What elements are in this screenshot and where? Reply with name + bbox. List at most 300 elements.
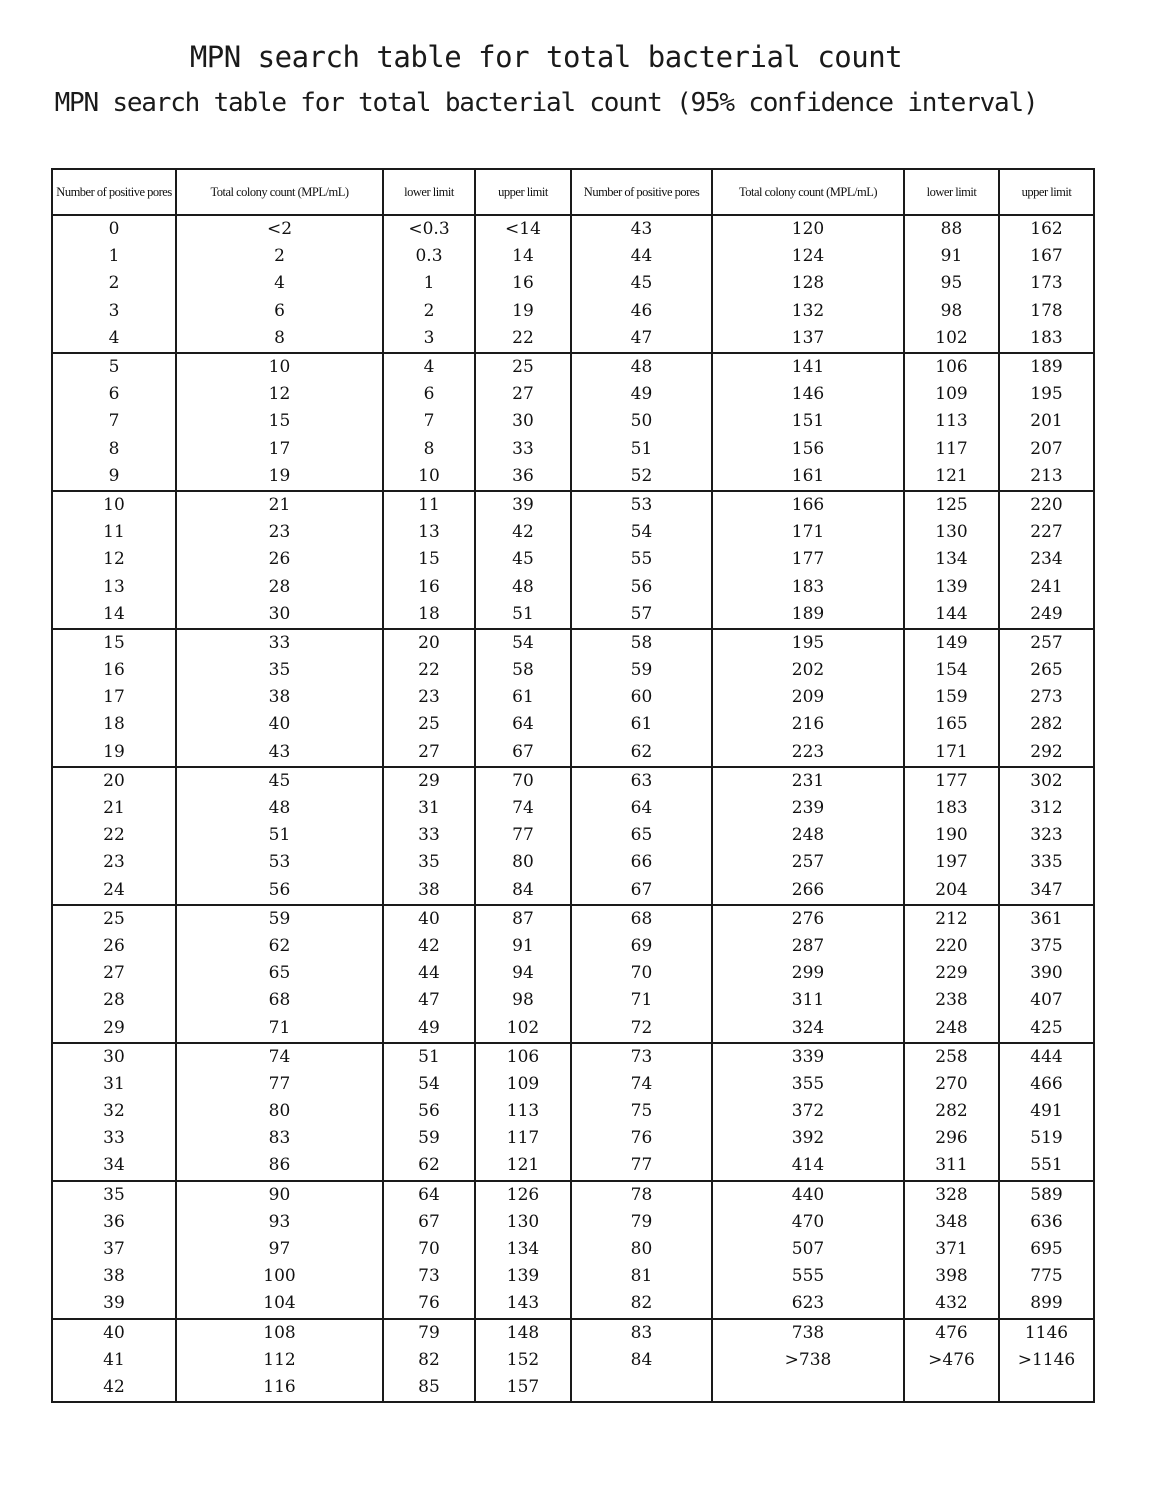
table-cell: 425 [999,1014,1094,1042]
table-cell: 56 [176,877,383,905]
table-row [52,1374,1094,1402]
table-cell: 177 [712,546,904,573]
table-cell: 59 [176,905,383,933]
table-cell: 19 [52,739,176,767]
table-cell: 9 [52,463,176,491]
table-cell: 738 [712,1319,904,1347]
table-cell: 132 [712,298,904,325]
table-cell: 257 [999,629,1094,657]
table-cell: 50 [571,408,712,435]
table-cell: 292 [999,739,1094,767]
table-cell: 43 [571,215,712,243]
table-row [52,1125,1094,1152]
table-cell: 35 [383,849,475,876]
table-cell: 143 [475,1290,571,1318]
table-cell: 229 [904,960,999,987]
table-cell: 48 [571,353,712,381]
table-cell: 28 [52,987,176,1014]
table-row [52,767,1094,795]
table-row [52,711,1094,738]
table-cell: >738 [712,1347,904,1374]
table-cell: 79 [383,1319,475,1347]
table-cell: 178 [999,298,1094,325]
table-cell: 68 [176,987,383,1014]
table-cell: 45 [571,270,712,297]
table-cell: 94 [475,960,571,987]
table-cell: 10 [383,463,475,491]
table-cell: 37 [52,1236,176,1263]
table-cell: 124 [712,243,904,270]
table-cell: 82 [383,1347,475,1374]
table-row [52,987,1094,1014]
header-lower-limit-left: lower limit [383,169,475,215]
table-cell: 220 [904,933,999,960]
table-cell: 26 [52,933,176,960]
table-cell: 83 [176,1125,383,1152]
table-row [52,436,1094,463]
table-cell [571,1374,712,1402]
table-cell: <2 [176,215,383,243]
table-cell: 18 [52,711,176,738]
table-cell: 10 [176,353,383,381]
table-cell: 623 [712,1290,904,1318]
table-cell: 11 [52,519,176,546]
table-cell: 86 [176,1152,383,1180]
table-row [52,1263,1094,1290]
table-cell: 223 [712,739,904,767]
table-cell: 97 [176,1236,383,1263]
table-cell: 311 [904,1152,999,1180]
table-cell: 22 [52,822,176,849]
table-cell: 0.3 [383,243,475,270]
table-cell: 12 [176,381,383,408]
table-cell: 62 [176,933,383,960]
header-upper-limit-right: upper limit [999,169,1094,215]
table-cell: 121 [475,1152,571,1180]
table-cell: 40 [176,711,383,738]
table-row [52,519,1094,546]
table-cell: 84 [571,1347,712,1374]
table-cell: 209 [712,684,904,711]
table-cell: 106 [475,1043,571,1071]
table-cell: 120 [712,215,904,243]
table-cell: 23 [383,684,475,711]
table-cell: 6 [176,298,383,325]
table-row [52,1152,1094,1180]
table-cell: 1 [52,243,176,270]
table-cell: 80 [475,849,571,876]
table-cell: 361 [999,905,1094,933]
table-cell: 183 [904,795,999,822]
table-row [52,270,1094,297]
table-cell: 31 [52,1071,176,1098]
table-cell: 13 [52,573,176,600]
table-cell: 21 [52,795,176,822]
table-cell: 139 [475,1263,571,1290]
table-cell: 74 [176,1043,383,1071]
table-cell [999,1374,1094,1402]
table-cell: 82 [571,1290,712,1318]
table-cell: 491 [999,1098,1094,1125]
table-cell: 144 [904,601,999,629]
table-cell: 88 [904,215,999,243]
table-cell: 339 [712,1043,904,1071]
table-cell: 70 [383,1236,475,1263]
table-cell: 36 [475,463,571,491]
table-cell: 85 [383,1374,475,1402]
table-cell: 19 [475,298,571,325]
table-cell: 73 [383,1263,475,1290]
table-row [52,601,1094,629]
table-cell: 71 [571,987,712,1014]
table-cell: 29 [52,1014,176,1042]
table-cell: 54 [475,629,571,657]
table-cell: 440 [712,1181,904,1209]
table-cell: 324 [712,1014,904,1042]
table-cell: 241 [999,573,1094,600]
table-cell: 55 [571,546,712,573]
table-row [52,739,1094,767]
table-cell: 74 [475,795,571,822]
table-cell: 25 [383,711,475,738]
table-cell: 74 [571,1071,712,1098]
table-cell: 139 [904,573,999,600]
table-cell: 67 [571,877,712,905]
table-cell: 21 [176,491,383,519]
table-cell: 38 [383,877,475,905]
table-cell: 183 [999,325,1094,353]
table-cell: 117 [904,436,999,463]
table-cell: 23 [52,849,176,876]
table-cell: 61 [475,684,571,711]
table-cell: 551 [999,1152,1094,1180]
table-cell: 62 [383,1152,475,1180]
table-cell: 296 [904,1125,999,1152]
table-cell: 68 [571,905,712,933]
table-cell: 29 [383,767,475,795]
table-cell: 65 [571,822,712,849]
table-cell: 234 [999,546,1094,573]
table-cell: 38 [176,684,383,711]
table-row [52,243,1094,270]
table-cell: 113 [475,1098,571,1125]
table-cell: 128 [712,270,904,297]
table-cell: 173 [999,270,1094,297]
table-cell: 60 [571,684,712,711]
table-cell: 54 [383,1071,475,1098]
table-row [52,1098,1094,1125]
table-cell: 77 [176,1071,383,1098]
table-cell: 90 [176,1181,383,1209]
table-cell: 43 [176,739,383,767]
table-cell: 49 [571,381,712,408]
table-cell: 42 [383,933,475,960]
table-cell: 323 [999,822,1094,849]
table-cell: 67 [383,1209,475,1236]
table-cell: 30 [475,408,571,435]
table-cell: 6 [383,381,475,408]
table-cell: 44 [383,960,475,987]
table-cell: 40 [383,905,475,933]
table-cell: 348 [904,1209,999,1236]
table-cell: 8 [176,325,383,353]
table-cell: 2 [52,270,176,297]
table-cell: 66 [571,849,712,876]
table-cell: 20 [383,629,475,657]
table-cell: 8 [52,436,176,463]
header-upper-limit-left: upper limit [475,169,571,215]
table-cell: 8 [383,436,475,463]
table-cell: 70 [475,767,571,795]
table-cell: 3 [52,298,176,325]
header-positive-pores-right: Number of positive pores [571,169,712,215]
table-cell: 108 [176,1319,383,1347]
table-cell: 91 [904,243,999,270]
table-cell: 57 [571,601,712,629]
table-cell: 207 [999,436,1094,463]
table-row [52,381,1094,408]
table-row [52,1209,1094,1236]
table-cell: 695 [999,1236,1094,1263]
table-cell: 375 [999,933,1094,960]
table-cell: 154 [904,657,999,684]
table-cell: 519 [999,1125,1094,1152]
table-row [52,463,1094,491]
table-cell: 42 [52,1374,176,1402]
table-cell: 12 [52,546,176,573]
table-cell: 231 [712,767,904,795]
table-cell: 47 [571,325,712,353]
table-cell: 73 [571,1043,712,1071]
table-cell: 104 [176,1290,383,1318]
table-cell: 390 [999,960,1094,987]
table-cell: 248 [904,1014,999,1042]
table-cell: 19 [176,463,383,491]
table-cell: 62 [571,739,712,767]
table-cell: 414 [712,1152,904,1180]
table-row [52,1319,1094,1347]
table-cell: 69 [571,933,712,960]
table-cell: 49 [383,1014,475,1042]
table-cell: 58 [475,657,571,684]
mpn-table [51,168,1095,1403]
table-cell: 171 [904,739,999,767]
table-row [52,491,1094,519]
table-cell: 34 [52,1152,176,1180]
table-cell: 282 [999,711,1094,738]
table-cell: 59 [571,657,712,684]
table-cell: 33 [52,1125,176,1152]
table-cell: 56 [571,573,712,600]
table-cell: 157 [475,1374,571,1402]
table-header-row [52,169,1094,215]
table-cell [904,1374,999,1402]
table-cell: 80 [176,1098,383,1125]
table-cell: 109 [475,1071,571,1098]
table-row [52,573,1094,600]
table-cell: 77 [571,1152,712,1180]
table-cell: 299 [712,960,904,987]
table-cell: 26 [176,546,383,573]
header-positive-pores-left: Number of positive pores [52,169,176,215]
table-cell: 239 [712,795,904,822]
table-row [52,1290,1094,1318]
table-cell: 204 [904,877,999,905]
table-cell: 270 [904,1071,999,1098]
table-row [52,629,1094,657]
table-cell: 201 [999,408,1094,435]
table-row [52,795,1094,822]
table-cell: 78 [571,1181,712,1209]
table-cell: 4 [383,353,475,381]
table-cell: 53 [571,491,712,519]
table-cell: 10 [52,491,176,519]
table-cell: 48 [176,795,383,822]
table-cell: 27 [475,381,571,408]
table-cell: 16 [475,270,571,297]
table-cell: 258 [904,1043,999,1071]
table-cell: 14 [52,601,176,629]
table-cell: 470 [712,1209,904,1236]
table-cell: 165 [904,711,999,738]
table-cell: 312 [999,795,1094,822]
table-cell: 53 [176,849,383,876]
table-cell: >476 [904,1347,999,1374]
table-row [52,933,1094,960]
table-cell: 1 [383,270,475,297]
table-cell: 371 [904,1236,999,1263]
table-cell: 67 [475,739,571,767]
table-cell: 102 [475,1014,571,1042]
table-cell: 636 [999,1209,1094,1236]
table-cell: 70 [571,960,712,987]
table-row [52,1347,1094,1374]
table-cell: 177 [904,767,999,795]
table-cell: 4 [52,325,176,353]
table-cell: 159 [904,684,999,711]
table-cell: 171 [712,519,904,546]
table-cell: 36 [52,1209,176,1236]
table-cell: 75 [571,1098,712,1125]
table-cell: 2 [176,243,383,270]
table-row [52,546,1094,573]
table-cell: 51 [571,436,712,463]
table-cell: 125 [904,491,999,519]
table-cell: 64 [475,711,571,738]
table-cell: 64 [571,795,712,822]
table-row [52,849,1094,876]
table-cell: 152 [475,1347,571,1374]
table-cell: 35 [52,1181,176,1209]
table-cell: >1146 [999,1347,1094,1374]
page-subtitle: MPN search table for total bacterial count (95% confidence interval) [54,88,1038,118]
table-cell: 302 [999,767,1094,795]
table-cell: 189 [712,601,904,629]
table-cell: 17 [176,436,383,463]
table-cell: 24 [52,877,176,905]
table-cell: 227 [999,519,1094,546]
table-cell: 113 [904,408,999,435]
table-row [52,657,1094,684]
table-cell: 183 [712,573,904,600]
table-cell: 195 [712,629,904,657]
table-cell: 30 [176,601,383,629]
table-cell: 35 [176,657,383,684]
table-cell: 52 [571,463,712,491]
table-cell: 106 [904,353,999,381]
table-row [52,215,1094,243]
table-cell: 83 [571,1319,712,1347]
table-cell: 311 [712,987,904,1014]
table-cell: <0.3 [383,215,475,243]
table-cell: 189 [999,353,1094,381]
table-cell: 76 [571,1125,712,1152]
table-cell: 56 [383,1098,475,1125]
table-cell: 7 [52,408,176,435]
table-cell: 151 [712,408,904,435]
table-cell: 146 [712,381,904,408]
table-cell: 407 [999,987,1094,1014]
table-cell: 355 [712,1071,904,1098]
table-row [52,960,1094,987]
table-cell: 17 [52,684,176,711]
table-row [52,1014,1094,1042]
table-cell: 117 [475,1125,571,1152]
table-cell: 398 [904,1263,999,1290]
table-cell: 22 [475,325,571,353]
table-cell: 3 [383,325,475,353]
table-cell: 58 [571,629,712,657]
table-cell: 45 [475,546,571,573]
table-cell: 775 [999,1263,1094,1290]
header-colony-count-right: Total colony count (MPL/mL) [712,169,904,215]
table-cell: 15 [52,629,176,657]
table-cell: 72 [571,1014,712,1042]
table-cell: 27 [52,960,176,987]
table-row [52,408,1094,435]
header-colony-count-left: Total colony count (MPL/mL) [176,169,383,215]
table-body [52,215,1094,1402]
table-cell: 112 [176,1347,383,1374]
table-cell: 116 [176,1374,383,1402]
table-cell: 30 [52,1043,176,1071]
table-cell: 47 [383,987,475,1014]
table-cell: 33 [475,436,571,463]
table-cell: 5 [52,353,176,381]
table-cell: 20 [52,767,176,795]
table-cell: 444 [999,1043,1094,1071]
table-cell: 44 [571,243,712,270]
header-lower-limit-right: lower limit [904,169,999,215]
table-cell: 91 [475,933,571,960]
table-cell: 156 [712,436,904,463]
table-cell: 51 [475,601,571,629]
table-cell: 134 [475,1236,571,1263]
table-cell: 95 [904,270,999,297]
table-cell: 33 [176,629,383,657]
table-cell: 347 [999,877,1094,905]
page-title: MPN search table for total bacterial count [189,40,903,74]
table-cell: 18 [383,601,475,629]
table-cell: 7 [383,408,475,435]
table-cell [712,1374,904,1402]
table-cell: 555 [712,1263,904,1290]
table-cell: 14 [475,243,571,270]
table-cell: 248 [712,822,904,849]
table-cell: 257 [712,849,904,876]
table-cell: 98 [904,298,999,325]
table-cell: 130 [904,519,999,546]
